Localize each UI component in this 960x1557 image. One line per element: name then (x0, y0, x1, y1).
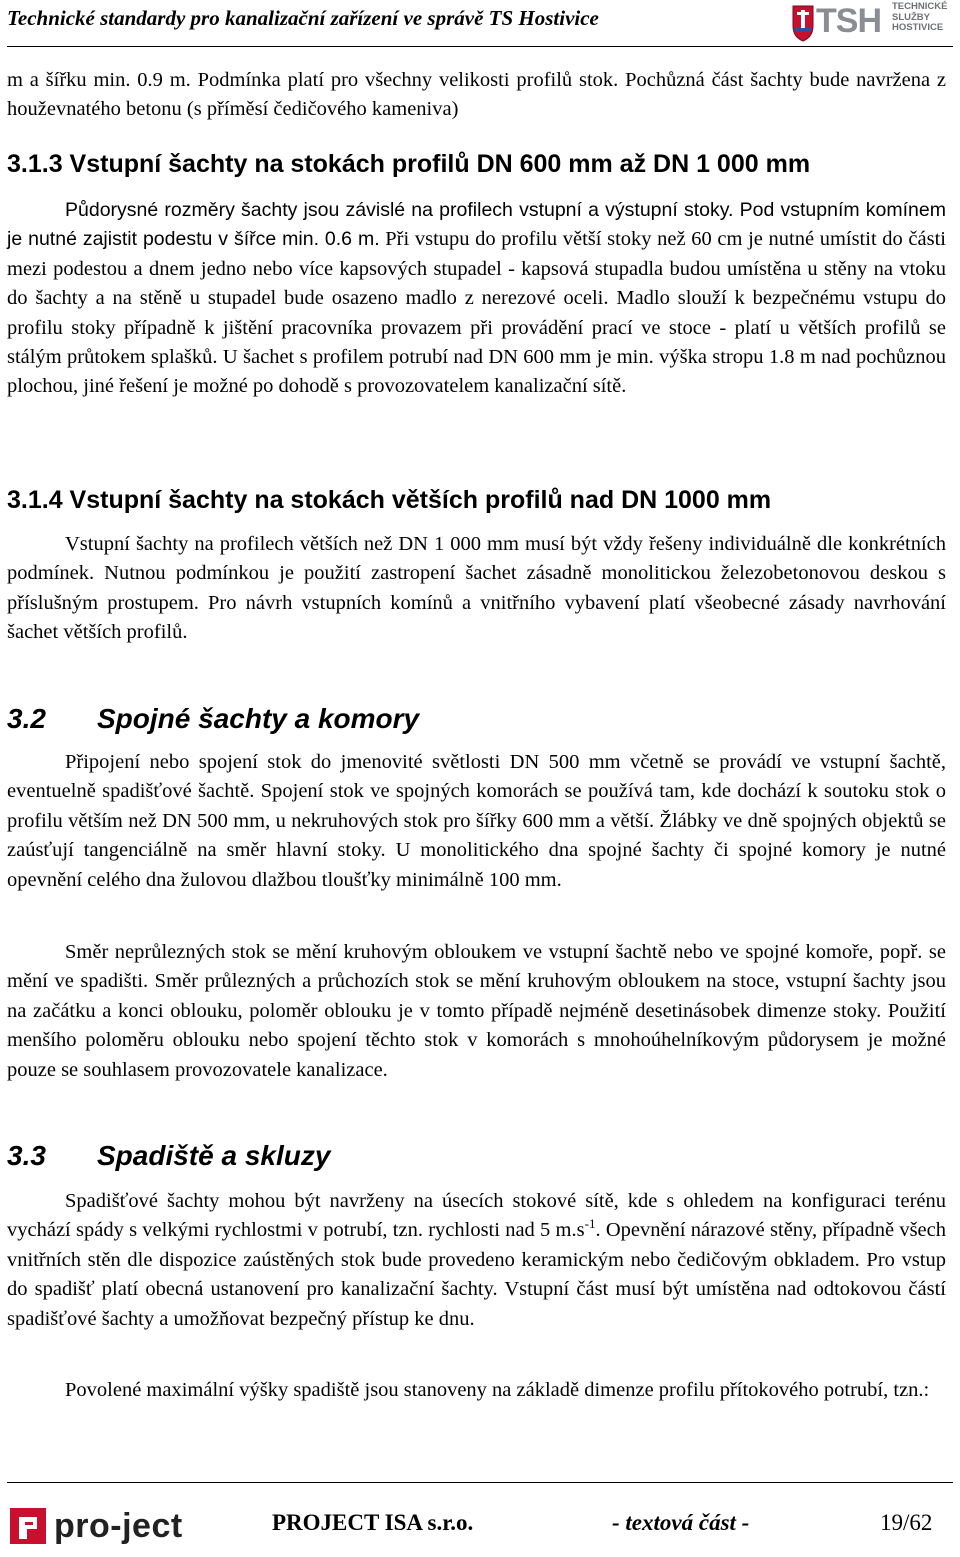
footer-company: PROJECT ISA s.r.o. (272, 1510, 474, 1535)
header-rule (7, 46, 953, 47)
tsh-sub-line-3: HOSTIVICE (892, 22, 944, 33)
paragraph-3-1-3-sans: Půdorysné rozměry šachty jsou závislé na profilech vstupní a výstupní stoky. Pod vstupním komínem je nutné zajistit podestu v šířce min. 0.6 m. (7, 199, 946, 251)
heading-3-2-title: Spojné šachty a komory (97, 703, 420, 734)
header-title: Technické standardy pro kanalizační zařízení ve správě TS Hostivice (7, 6, 599, 30)
heading-3-1-4: 3.1.4 Vstupní šachty na stokách větších profilů nad DN 1000 mm (7, 486, 772, 514)
tsh-logo-letters: TSH (816, 2, 881, 40)
footer-part: - textová část - (612, 1510, 750, 1535)
paragraph-3-2-b: Směr neprůlezných stok se mění kruhovým obloukem ve vstupní šachtě nebo ve spojné komoře, popř. se mění ve spadišti. Směr průlezných a průchozích stok se mění kruhovým obloukem na stoce, vstupní šachty jsou na začátku a konci oblouku, poloměr oblouku je v tomto případě nejméně desetinásobek dimenze stoky. Použití menšího poloměru oblouku nebo spojení těchto stok v komorách s mnohoúhelníkovým půdorysem je možné pouze se souhlasem provozovatele kanalizace. (7, 941, 946, 1081)
tsh-sub-line-2: SLUŽBY (892, 11, 930, 23)
paragraph-3-1-4: Vstupní šachty na profilech větších než DN 1 000 mm musí být vždy řešeny individuálně dle konkrétních podmínek. Nutnou podmínkou je použití zastropení šachet zásadně monolitickou železobetonovou deskou s příslušným prostupem. Pro návrh vstupních komínů a vnitřního vybavení platí všeobecné zásady navrhování šachet větších profilů. (7, 533, 946, 644)
crest-icon (792, 4, 814, 42)
heading-3-1-3: 3.1.3 Vstupní šachty na stokách profilů DN 600 mm až DN 1 000 mm (7, 150, 811, 178)
paragraph-3-1-3-serif: Při vstupu do profilu větší stoky než 60 cm je nutné umístit do části mezi podestou a dnem jedno nebo více kapsových stupadel - kapsová stupadla budou umístěna u stěny na vtoku do šachty a na stěně u stupadel bude osazeno madlo z nerezové oceli. Madlo slouží k bezpečnému vstupu do profilu stoky případně k jištění pracovníka provazem při provádění prací ve stoce - platí u větších profilů se stálým průtokem splašků. U šachet s profilem potrubí nad DN 600 mm je min. výška stropu 1.8 m nad pochůznou plochou, jiné řešení je možné po dohodě s provozovatelem kanalizační sítě. (7, 228, 946, 398)
page-header (0, 0, 960, 48)
project-logo (10, 1504, 240, 1552)
footer-page-number: 19/62 (880, 1510, 933, 1535)
paragraph-3-3-a (7, 1187, 946, 1334)
paragraph-3-1-3 (7, 196, 946, 402)
heading-3-3 (7, 1140, 330, 1172)
paragraph-3-3-a-part1: Spadišťové šachty mohou být navrženy na úsecích stokové sítě, kde s ohledem na konfiguraci terénu vychází spády s velkými rychlostmi v potrubí, tzn. rychlosti nad 5 m.s (7, 1190, 946, 1242)
heading-3-3-number: 3.3 (7, 1140, 46, 1171)
heading-3-2 (7, 703, 419, 735)
tsh-logo (792, 2, 952, 44)
heading-3-2-number: 3.2 (7, 703, 46, 734)
tsh-logo-subtitle (892, 2, 947, 34)
project-logo-icon (10, 1508, 46, 1544)
project-logo-text: pro-ject (54, 1507, 183, 1545)
paragraph-3-3-a-part2: . Opevnění nárazové stěny, případně všech vnitřních stěn dle dispozice zaústěných stok bude provedeno keramickým nebo čedičovým obkladem. Pro vstup do spadišť platí obecná ustanovení pro kanalizační šachty. Vstupní část musí být umístěna nad odtokovou částí spadišťové šachty a umožňovat bezpečný přístup ke dnu. (7, 1219, 946, 1330)
paragraph-3-3-b: Povolené maximální výšky spadiště jsou stanoveny na základě dimenze profilu přítokového potrubí, tzn.: (65, 1379, 930, 1401)
paragraph-3-2-a: Připojení nebo spojení stok do jmenovité světlosti DN 500 mm včetně se provádí ve vstupní šachtě, eventuelně spadišťové šachtě. Spojení stok ve spojných komorách se používá tam, kde dochází k soutoku stok o profilu větším než DN 500 mm, u nekruhových stok pro šířky 600 mm a větší. Žlábky ve dně spojných objektů se zaúsťují tangenciálně na směr hlavní stoky. U monolitického dna spojné šachty či spojné komory je nutné opevnění celého dna žulovou dlažbou tloušťky minimálně 100 mm. (7, 751, 946, 891)
heading-3-3-title: Spadiště a skluzy (97, 1140, 331, 1171)
exponent: -1 (584, 1216, 596, 1232)
footer-rule (7, 1482, 953, 1483)
tsh-sub-line-1: TECHNICKÉ (892, 1, 948, 12)
intro-paragraph: m a šířku min. 0.9 m. Podmínka platí pro všechny velikosti profilů stok. Pochůzná část šachty bude navržena z houževnatého betonu (s příměsí čedičového kameniva) (7, 69, 946, 121)
